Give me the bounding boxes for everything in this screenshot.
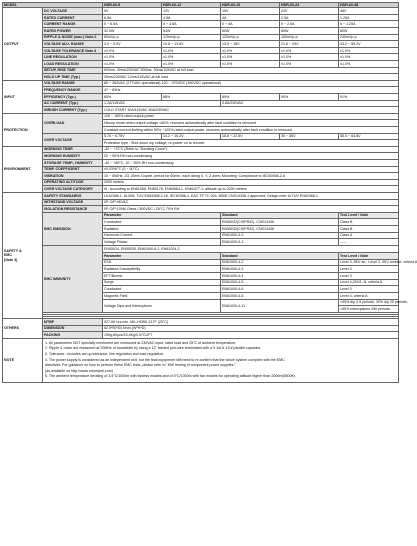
table-row [3,28,399,35]
cell: 1.25A [339,14,399,21]
table-row [3,186,399,193]
cell: ±1.0% [103,54,162,61]
cell: 10 ~ 500Hz, 2G 10min./1cycle, period for 60min. each along X, Y, Z axes; Mounting: Compliance to IEC60068-2-6 [103,173,399,180]
cell: 52.5*90*54.5mm (W*H*D) [103,325,399,332]
table-row [3,212,399,219]
cell: Class B [339,219,399,226]
subtable-header: Parameter [103,212,221,219]
cell: EN55024, EN55035, EN61000-6-2, EN61204-3 [103,246,399,253]
cell: 5.75 ~ 6.75V [103,133,162,140]
row-label: WITHSTAND VOLTAGE [43,199,103,206]
cell: ±1.0% [221,47,280,54]
cell: 20 ~ 90% RH non-condensing [103,153,399,160]
cell: ±1.0% [280,47,339,54]
row-label: FREQUENCY RANGE [43,87,103,94]
cell: 13.5 ~ 18V [221,41,280,48]
row-label: RATED POWER [43,28,103,35]
subtable-header: Parameter [103,252,221,259]
cell: Constant current limiting within 50% ~100% rated output power, recovers automatically after fault condition is removed [103,126,399,133]
cell: EN61000-4-8 [221,292,339,299]
subtable-header: Standard [221,252,339,259]
cell: EN61000-4-3 [221,266,339,273]
cell: EN55032(CISPR32), CNS13438 [221,219,339,226]
table-row [3,113,399,120]
cell: Class A [339,232,399,239]
cell: 500ms, 30ms/230VAC 500ms, 30ms/115VAC at full load [103,67,399,74]
cell: 2000 meters [103,179,399,186]
cell: 120mVp-p [162,34,221,41]
model-name: HDR-60-15 [221,3,280,8]
table-row [3,54,399,61]
cell: 60W [280,28,339,35]
cell: Harmonic Current [103,232,221,239]
table-row [3,166,399,173]
cell: 0 ~ 1.25A [339,21,399,28]
group-output: OUTPUT [3,8,43,81]
cell: 18.8 ~ 22.5V [221,133,280,140]
table-row [3,21,399,28]
cell: 48V [339,8,399,15]
cell: EN61000-4-2 [221,259,339,266]
row-label: VOLTAGE ADJ. RANGE [43,41,103,48]
cell: Voltage Flicker [103,239,221,246]
cell: III ; According to EN61558, EN50178, EN60664-1, EN62477-1; altitude up to 2000 meters [103,186,399,193]
group-safety-emc: SAFETY & EMC (Note 4) [3,192,43,318]
row-label: EFFICIENCY (Typ.) [43,94,103,101]
row-label: SAFETY STANDARDS [43,192,103,199]
note-line: directives. For guidance on how to perform these EMC tests, please refer to "EMI testing of component power supplies." [45,363,236,368]
note-line: (as available on http://www.meanwell.com) [45,368,113,373]
cell: ±1.0% [280,61,339,68]
row-label: OVER VOLTAGE [43,133,103,146]
row-label: MTBF [43,319,103,326]
cell: ±1.0% [221,61,280,68]
cell: EN61000-3-2 [221,232,339,239]
cell: Surge [103,279,221,286]
cell: 90% [280,94,339,101]
cell: ±1.0% [162,54,221,61]
group-input: INPUT [3,80,43,113]
cell: 15V [221,8,280,15]
row-label: VIBRATION [43,173,103,180]
cell: Level 3, 8KV air ; Level 2, 4KV contact, criteria A [340,260,417,265]
cell: Radiated Susceptibility [103,266,221,273]
cell: EN61000-3-3 [221,239,339,246]
cell: 60W [339,28,399,35]
cell: ±1.0% [162,47,221,54]
cell: Radiated [103,226,221,233]
row-label: WORKING HUMIDITY [43,153,103,160]
note-line: 1. All parameters NOT specially mentioned are measured at 230VAC input, rated load and 25°C of ambient temperature. [45,340,237,345]
cell: 0 ~ 4.5A [162,21,221,28]
model-name: HDR-60-12 [162,3,221,8]
table-row [3,87,399,94]
table-row [3,14,399,21]
cell: >95% interruptions 250 periods [339,306,399,313]
cell: 0.8A/230VAC [221,100,399,107]
table-row [3,319,399,326]
cell: 0 ~ 4A [221,21,280,28]
cell: 120mVp-p [221,34,280,41]
cell: 12V [162,8,221,15]
cell: 0 ~ 6.5A [103,21,162,28]
cell: ±1.0% [280,54,339,61]
cell: EN61000-4-6 [221,286,339,293]
cell: 4.5A [162,14,221,21]
cell: 56.5 ~ 64.8V [339,133,399,140]
cell: 190g;80pcs/15.4Kg/0.57CUFT [103,332,399,339]
notes-block [43,338,399,382]
subtable-header: Standard [221,212,339,219]
subtable-header: Test Level / Note [339,212,399,219]
cell: 6.5A [103,14,162,21]
row-label: STORAGE TEMP., HUMIDITY [43,159,103,166]
group-environment: ENVIRONMENT [3,146,43,192]
cell: 0 ~ 2.5A [280,21,339,28]
row-label: WORKING TEMP. [43,146,103,153]
cell: Level 3 [339,266,399,273]
cell: Level 4, criteria A [339,292,399,299]
specification-table [2,2,417,383]
table-row [3,61,399,68]
row-label: CURRENT RANGE [43,21,103,28]
model-name: HDR-60-5 [103,3,162,8]
row-label: SETUP, RISE TIME [43,67,103,74]
table-row [3,199,399,206]
cell: I/P-O/P:100M Ohms / 500VDC / 25°C/ 70% RH [103,206,399,213]
cell: -40 ~ +85°C, 10 ~ 95% RH non-condensing [103,159,399,166]
note-line: 5. The ambient temperature derating of 3.5°C/1000m with fanless models and of 5°C/1000m with fan models for operating altitude higher than 2000m(6500ft). [45,374,296,379]
row-label: EMC IMMUNITY [43,246,103,313]
cell: 150mVp-p [280,34,339,41]
table-row [3,94,399,101]
cell: EN55032(CISPR32), CNS13438 [221,226,339,233]
cell: ±0.03%/°C (0 ~ 50°C) [103,166,399,173]
row-label: RIPPLE & NOISE (max.) Note.2 [43,34,103,41]
table-row [3,246,399,253]
row-label: LOAD REGULATION [43,61,103,68]
cell: EN61000-4-11 [221,299,339,312]
cell: 85% [103,94,162,101]
cell: ±1.0% [339,47,399,54]
table-row [3,159,399,166]
model-name: HDR-60-24 [280,3,339,8]
row-label: AC CURRENT (Typ.) [43,100,103,107]
table-row [3,206,399,213]
cell: ±1.0% [103,61,162,68]
cell: 89% [221,94,280,101]
cell: 47 ~ 63Hz [103,87,399,94]
cell: 88% [162,94,221,101]
row-label: PACKING [43,332,103,339]
cell: 240mVp-p [339,34,399,41]
subtable-header: Test Level / Note [339,252,399,259]
note-line: 4. The power supply is considered as an independent unit, but the final equipment still need to re-confirm that the whole system complies with the EMC [45,357,285,362]
table-row [3,47,399,54]
cell: Magnetic Field [103,292,221,299]
cell: 10.8 ~ 13.8V [162,41,221,48]
table-row [3,338,399,382]
cell: I/P-O/P:4KVAC [103,199,399,206]
table-row [3,74,399,81]
cell: ±1.0% [162,61,221,68]
row-label: EMC EMISSION [43,212,103,245]
row-label: HOLD UP TIME (Typ.) [43,74,103,81]
cell: Hiccup mode when output voltage <80%, recovers automatically after fault condition is removed [103,120,399,127]
cell: 80mVp-p [103,34,162,41]
cell: Level 3 [339,286,399,293]
table-row [3,153,399,160]
cell: EN61000-4-5 [221,279,339,286]
cell: Level 4,2KV/L-N, criteria A [339,279,399,286]
cell: EFT/Burest [103,272,221,279]
cell: 4A [221,14,280,21]
cell: 85 ~ 264VAC (277VAC operational) 120 ~ 370VDC (390VDC operational) [103,80,399,87]
row-label: OPERATING ALTITUDE [43,179,103,186]
cell: 30 ~ 36V [280,133,339,140]
row-label: TEMP. COEFFICIENT [43,166,103,173]
cell: Voltage Dips and interruptions [103,299,221,312]
cell: 5V [103,8,162,15]
cell: 21.6 ~ 29V [280,41,339,48]
cell: >95% dip 0.5 periods, 30% dip 25 periods, [340,300,408,305]
row-label: VOLTAGE TOLERANCE Note.3 [43,47,103,54]
cell: 32.5W [103,28,162,35]
cell: ±1.0% [339,54,399,61]
row-label: OVER VOLTAGE CATEGORY [43,186,103,193]
row-label: ISOLATION RESISTANCE [43,206,103,213]
cell: ±1.0% [339,61,399,68]
table-row [3,332,399,339]
cell: ESD [103,259,221,266]
table-row [3,146,399,153]
cell: 3.0 ~ 5.5V [103,41,162,48]
cell: 105 ~ 160% rated output power [103,113,399,120]
table-row [3,67,399,74]
table-row [3,173,399,180]
row-label: DIMENSION [43,325,103,332]
table-row [3,325,399,332]
cell: Class B [339,226,399,233]
row-label: DC VOLTAGE [43,8,103,15]
cell: Conducted [103,286,221,293]
cell: 1.2A/115VAC [103,100,221,107]
table-row [3,34,399,41]
row-label: LINE REGULATION [43,54,103,61]
row-label: RATED CURRENT [43,14,103,21]
row-label: OVERLOAD [43,113,103,133]
table-row [3,8,399,15]
table-row [3,179,399,186]
note-line: 2. Ripple & noise are measured at 20MHz of bandwidth by using a 12" twisted pair-wire terminated with a 0.1uf & 47uf parallel capacitor. [45,346,262,351]
model-name: HDR-60-48 [339,3,399,8]
cell: 2.5A [280,14,339,21]
group-note: NOTE [3,338,43,382]
row-label: INRUSH CURRENT (Typ.) [43,107,103,114]
cell: UL62368-1, UL508, TUV EN61558-2-16, IEC62368-1, EAC TP TC 004, BSMI CNS14336-1 approved; Design refer to TUV EN62368-1 [103,192,399,199]
model-label: MODEL [3,3,103,8]
table-row [3,192,399,199]
group-protection: PROTECTION [3,113,43,146]
cell: EN61000-4-4 [221,272,339,279]
cell: Conducted [103,219,221,226]
table-row [3,133,399,140]
note-line: 3. Tolerance : includes set up tolerance, line regulation and load regulation. [45,351,165,356]
cell: 24V [280,8,339,15]
cell: COLD START 30A/115VAC 60A/230VAC [103,107,399,114]
cell: 927.6K hrs min. MIL-HDBK-217F (25°C) [103,319,399,326]
cell: ±2.0% [103,47,162,54]
cell: 54W [162,28,221,35]
cell: Level 3 [339,272,399,279]
table-row [3,80,399,87]
cell: ±1.0% [221,54,280,61]
table-row [3,41,399,48]
cell: 43.2 ~ 55.2V [339,41,399,48]
cell: 91% [339,94,399,101]
cell: -30 ~ +70°C (Refer to "Derating Curve") [103,146,399,153]
table-row [3,107,399,114]
cell: 30ms/230VAC 12ms/115VAC at full load [103,74,399,81]
table-row [3,100,399,107]
cell: 14.2 ~ 16.2V [162,133,221,140]
row-label: VOLTAGE RANGE [43,80,103,87]
cell: ----- [339,239,399,246]
cell: 60W [221,28,280,35]
cell: Protection type : Shut down o/p voltage, re-power on to recover [103,140,399,147]
group-others: OTHERS [3,319,43,339]
